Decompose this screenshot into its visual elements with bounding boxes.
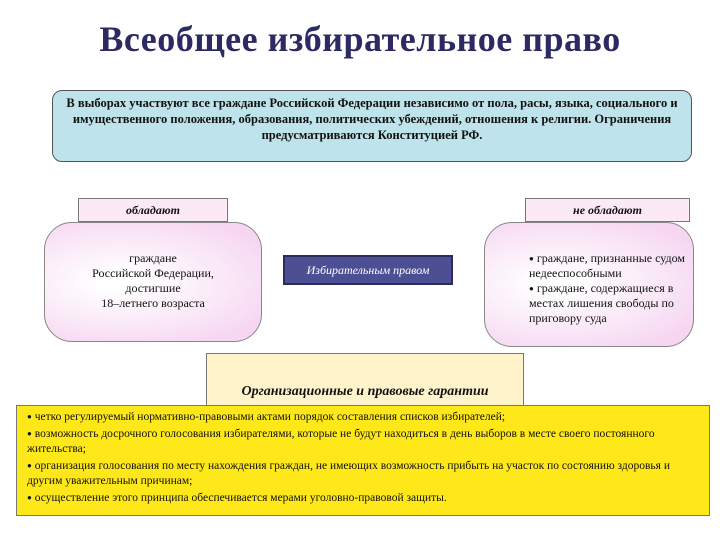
not-have-label: не обладают (525, 198, 690, 222)
have-label: обладают (78, 198, 228, 222)
bullet-icon: ● (27, 412, 32, 421)
guarantees-title: Организационные и правовые гарантии (206, 353, 524, 409)
not-have-item: ● граждане, содержащиеся в местах лишения свободы по приговору суда (529, 281, 674, 325)
guarantees-list (16, 405, 710, 516)
intro-box: В выборах участвуют все граждане Российской Федерации независимо от пола, расы, языка, социального и имущественного положения, образования, политических убеждений, отношения к религии. Ограничения предусматриваются Конституцией РФ. (52, 90, 692, 162)
list-item: ● возможность досрочного голосования избирателями, которые не будут находиться в день выборов в месте своего постоянного жительства; (27, 427, 655, 456)
bullet-icon: ● (27, 492, 32, 502)
bullet-icon: ● (27, 428, 32, 438)
bullet-icon: ● (27, 460, 32, 470)
not-have-box (484, 222, 694, 347)
have-line: 18–летнего возраста (101, 296, 205, 310)
bullet-icon: ● (529, 284, 534, 293)
list-item: ● организация голосования по месту нахождения граждан, не имеющих возможность прибыть на участок по состоянию здоровья и другим уважительным причинам; (27, 459, 670, 488)
page-title: Всеобщее избирательное право (99, 19, 621, 59)
have-line: достигшие (125, 281, 181, 295)
have-line: Российской Федерации, (92, 266, 214, 280)
bullet-icon: ● (529, 254, 534, 263)
have-box (44, 222, 262, 342)
not-have-item: ● граждане, признанные судом недееспособными (529, 251, 686, 280)
have-line: граждане (129, 251, 177, 265)
list-item: ● осуществление этого принципа обеспечивается мерами уголовно-правовой защиты. (27, 491, 447, 504)
center-label-box: Избирательным правом (283, 255, 453, 285)
list-item: ● четко регулируемый нормативно-правовыми актами порядок составления списков избирателей; (27, 411, 506, 423)
